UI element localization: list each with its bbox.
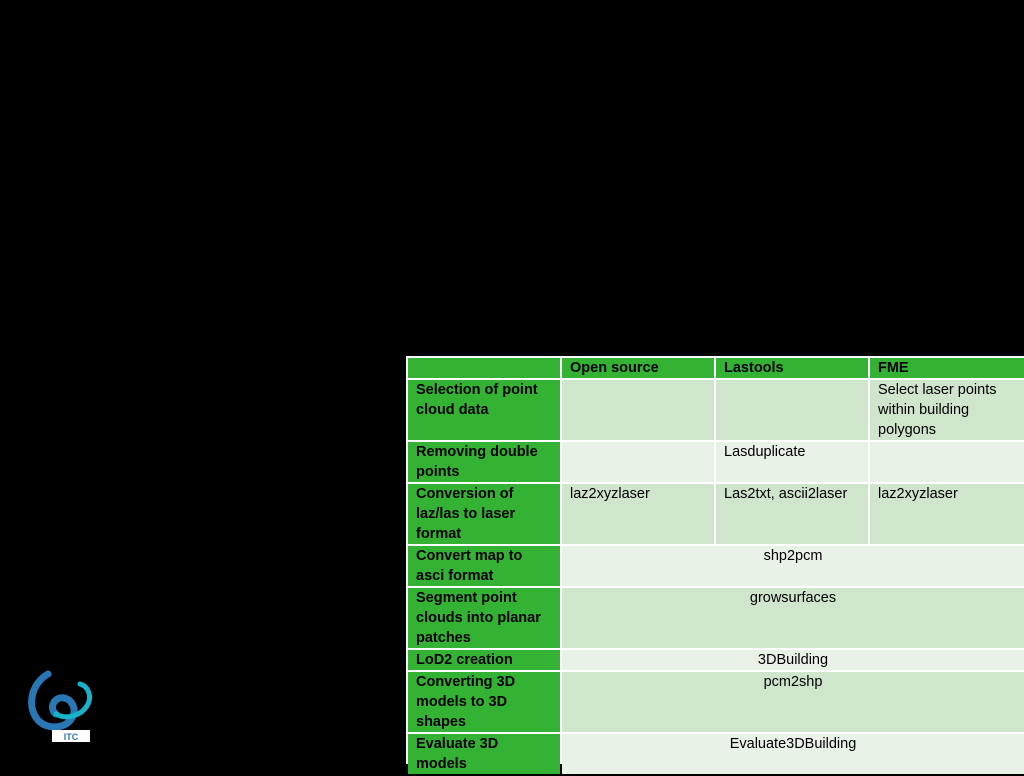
header-cell-empty <box>408 358 560 378</box>
table-cell <box>716 380 868 440</box>
tools-comparison-table <box>406 356 1024 776</box>
row-label: Conversion of laz/las to laser format <box>408 484 560 544</box>
header-cell-open-source: Open source <box>562 358 714 378</box>
table-row <box>408 650 1024 670</box>
table-row <box>408 442 1024 482</box>
table-row <box>408 380 1024 440</box>
row-label: LoD2 creation <box>408 650 560 670</box>
tools-comparison-table-container <box>406 356 1024 772</box>
table-cell <box>562 442 714 482</box>
table-row <box>408 484 1024 544</box>
header-cell-lastools: Lastools <box>716 358 868 378</box>
table-cell <box>562 380 714 440</box>
table-row <box>408 588 1024 648</box>
table-cell: Lasduplicate <box>716 442 868 482</box>
row-label: Removing double points <box>408 442 560 482</box>
logo-text: ITC <box>63 732 79 742</box>
header-cell-fme: FME <box>870 358 1024 378</box>
merged-cell: Evaluate3DBuilding <box>562 734 1024 774</box>
table-cell <box>870 442 1024 482</box>
row-label: Segment point clouds into planar patches <box>408 588 560 648</box>
row-label: Convert map to asci format <box>408 546 560 586</box>
table-cell: laz2xyzlaser <box>562 484 714 544</box>
table-cell: Select laser points within building polygons <box>870 380 1024 440</box>
table-cell: laz2xyzlaser <box>870 484 1024 544</box>
table-row <box>408 734 1024 774</box>
merged-cell: 3DBuilding <box>562 650 1024 670</box>
row-label: Converting 3D models to 3D shapes <box>408 672 560 732</box>
merged-cell: shp2pcm <box>562 546 1024 586</box>
table-cell: Las2txt, ascii2laser <box>716 484 868 544</box>
merged-cell: pcm2shp <box>562 672 1024 732</box>
table-header-row <box>408 358 1024 378</box>
row-label: Evaluate 3D models <box>408 734 560 774</box>
table-row <box>408 546 1024 586</box>
row-label: Selection of point cloud data <box>408 380 560 440</box>
itc-logo-icon <box>26 670 96 744</box>
merged-cell: growsurfaces <box>562 588 1024 648</box>
table-row <box>408 672 1024 732</box>
